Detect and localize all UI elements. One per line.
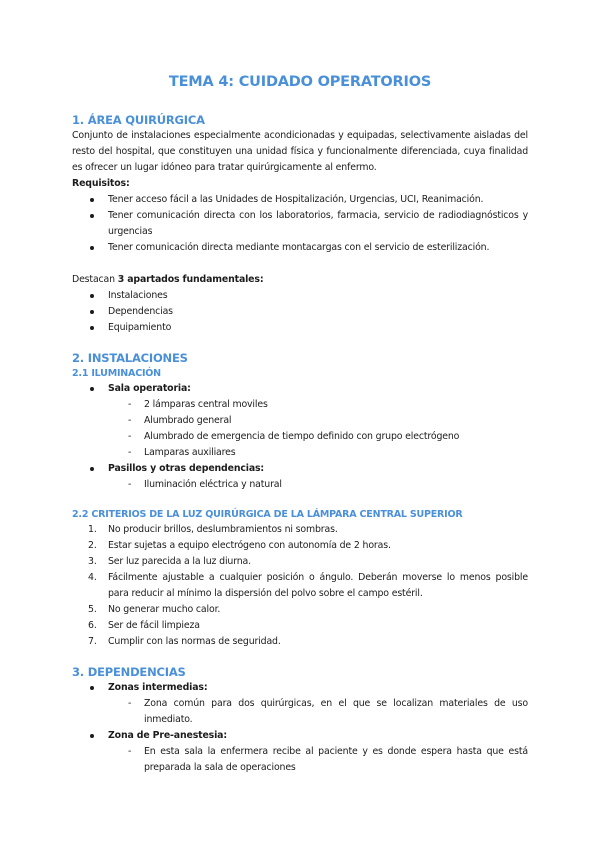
- dash-marker: -: [128, 698, 132, 709]
- requisitos-label: Requisitos:: [72, 178, 130, 189]
- dash-marker: -: [128, 746, 132, 757]
- list-item: Zona de Pre-anestesia:: [72, 728, 528, 744]
- bullet-icon: [90, 246, 94, 250]
- bullet-icon: [90, 686, 94, 690]
- sub-list-item: - Alumbrado general: [72, 413, 528, 429]
- subsection-heading-criterios: 2.2 CRITERIOS DE LA LUZ QUIRÚRGICA DE LA LÁMPARA CENTRAL SUPERIOR: [72, 509, 463, 520]
- list-item: Tener comunicación directa mediante montacargas con el servicio de esterilización.: [72, 240, 528, 256]
- list-item: Tener acceso fácil a las Unidades de Hospitalización, Urgencias, UCI, Reanimación.: [72, 192, 528, 208]
- destacan-paragraph: Destacan 3 apartados fundamentales:: [72, 274, 264, 285]
- bullet-icon: [90, 387, 94, 391]
- dash-marker: -: [128, 447, 132, 458]
- list-item: 6. Ser de fácil limpieza: [88, 620, 200, 631]
- dependencias-list: [72, 680, 528, 776]
- list-item: Zonas intermedias:: [72, 680, 528, 696]
- list-item: 2. Estar sujetas a equipo electrógeno con autonomía de 2 horas.: [88, 540, 391, 551]
- sub-list-item: - Zona común para dos quirúrgicas, en el que se localizan materiales de uso inmediato.: [128, 698, 528, 725]
- bullet-icon: [90, 294, 94, 298]
- sub-list-item: - Iluminación eléctrica y natural: [72, 477, 528, 493]
- bullet-icon: [90, 326, 94, 330]
- section-heading-dependencias: 3. DEPENDENCIAS: [72, 665, 186, 679]
- list-item: 4. Fácilmente ajustable a cualquier posición o ángulo. Deberán moverse lo menos posible para reducir al mínimo la dispersión del polvo sobre el campo estéril.: [88, 572, 528, 599]
- iluminacion-list: [72, 381, 528, 493]
- list-item: 5. No generar mucho calor.: [88, 604, 221, 615]
- criterios-list: [72, 522, 528, 650]
- apartados-list: [72, 288, 528, 336]
- dash-marker: -: [128, 479, 132, 490]
- dash-marker: -: [128, 431, 132, 442]
- bullet-icon: [90, 734, 94, 738]
- dash-marker: -: [128, 399, 132, 410]
- bullet-icon: [90, 214, 94, 218]
- section-heading-area-quirurgica: 1. ÁREA QUIRÚRGICA: [72, 113, 205, 127]
- intro-paragraph: Conjunto de instalaciones especialmente acondicionadas y equipadas, selectivamente aisladas del resto del hospital, que constituyen una unidad física y funcionalmente diferenciada, cuya finalidad es ofrecer un lugar idóneo para tratar quirúrgicamente al enfermo.: [72, 130, 528, 173]
- page-title: TEMA 4: CUIDADO OPERATORIOS: [168, 74, 432, 90]
- bullet-icon: [90, 467, 94, 471]
- list-item: Sala operatoria:: [72, 381, 528, 397]
- list-item: 1. No producir brillos, deslumbramientos ni sombras.: [88, 524, 338, 535]
- list-item: Instalaciones: [72, 288, 528, 304]
- list-item: Pasillos y otras dependencias:: [72, 461, 528, 477]
- section-heading-instalaciones: 2. INSTALACIONES: [72, 351, 188, 365]
- list-item: 3. Ser luz parecida a la luz diurna.: [88, 556, 251, 567]
- sub-list-item: - Alumbrado de emergencia de tiempo definido con grupo electrógeno: [72, 429, 528, 445]
- list-item: Dependencias: [72, 304, 528, 320]
- list-item: Equipamiento: [72, 320, 528, 336]
- requisitos-list: [72, 192, 528, 256]
- list-item: Tener comunicación directa con los laboratorios, farmacia, servicio de radiodiagnósticos y urgencias: [72, 208, 528, 240]
- sub-list-item: - En esta sala la enfermera recibe al paciente y es donde espera hasta que está preparada la sala de operaciones: [128, 746, 528, 773]
- document-page: [72, 70, 528, 776]
- bullet-icon: [90, 310, 94, 314]
- dash-marker: -: [128, 415, 132, 426]
- sub-list-item: - 2 lámparas central moviles: [72, 397, 528, 413]
- sub-list-item: - Lamparas auxiliares: [72, 445, 528, 461]
- bullet-icon: [90, 198, 94, 202]
- list-item: 7. Cumplir con las normas de seguridad.: [88, 636, 281, 647]
- subsection-heading-iluminacion: 2.1 ILUMINACIÓN: [72, 368, 161, 379]
